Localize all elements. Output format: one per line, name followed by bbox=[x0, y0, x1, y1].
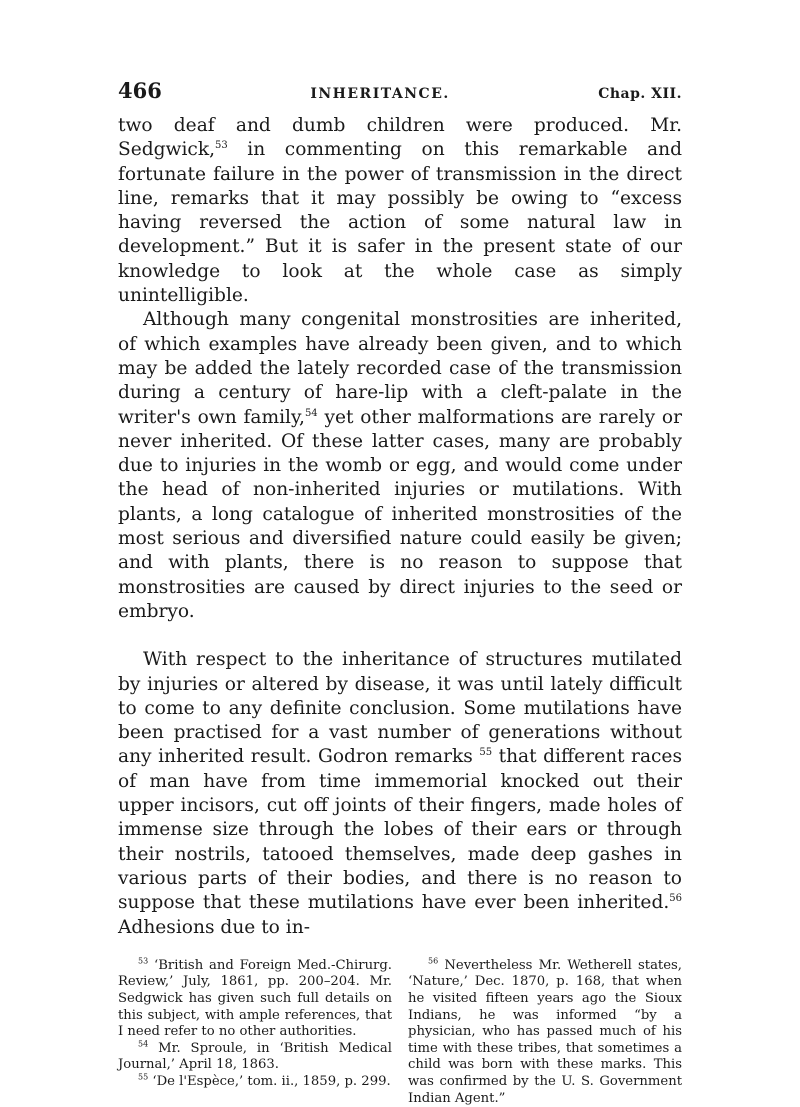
footnote-mark: 54 bbox=[138, 1039, 149, 1049]
paragraph: two deaf and dumb children were produced. Mr. Sedgwick,$^{53}$ in commenting on this remarkable and fortunate failure in the power of transmission in the direct line, remarks that it may possibly be owing to “excess having reversed the action of some natural law in development.” But it is safer in the present state of our knowledge to look at the whole case as simply unintelligible. bbox=[118, 115, 682, 307]
footnote-ref: 55 bbox=[479, 747, 493, 759]
page-number: 466 bbox=[118, 78, 162, 103]
footnote-54: $^{54}$ Mr. Sproule, in ‘British Medical Journal,’ April 18, 1863. bbox=[118, 1039, 392, 1073]
footnotes-left-column bbox=[118, 958, 392, 1107]
paragraph: Although many congenital monstrosities are inherited, of which examples have already been given, and to which may be added the lately recorded case of the transmission during a century of hare-lip with a cleft-palate in the writer's own family,$^{54}$ yet other malformations are rarely or never inherited. Of these latter cases, many are probably due to injuries in the womb or egg, and would come under the head of non-inherited injuries or mutilations. With plants, a long catalogue of inherited monstrosities of the most serious and diversified nature could easily be given; and with plants, there is no reason to suppose that monstrosities are caused by direct injuries to the seed or embryo. bbox=[118, 309, 682, 622]
body-text bbox=[118, 114, 682, 940]
footnote-ref: 54 bbox=[304, 407, 318, 419]
footnote-mark: 55 bbox=[138, 1072, 149, 1082]
footnote-mark: 56 bbox=[428, 956, 439, 966]
footnote-56: $^{56}$ Nevertheless Mr. Wetherell states, ‘Nature,’ Dec. 1870, p. 168, that when he visited fifteen years ago the Sioux Indians, he was informed “by a physician, who has passed much of his time with these tribes, that sometimes a child was born with these marks. This was confirmed by the U. S. Government Indian Agent.” bbox=[408, 956, 682, 1106]
footnote-mark: 53 bbox=[138, 956, 149, 966]
footnote-55: $^{55}$ ‘De l'Espèce,’ tom. ii., 1859, p. 299. bbox=[138, 1072, 391, 1089]
running-title: INHERITANCE. bbox=[310, 86, 450, 102]
footnote-53: $^{53}$ ‘British and Foreign Med.-Chirurg. Review,’ July, 1861, pp. 200–204. Mr. Sedgwick has given such full details on this subject, with ample references, that I need refer to no other authorities. bbox=[118, 956, 392, 1040]
paragraph: With respect to the inheritance of structures mutilated by injuries or altered by disease, it was until lately difficult to come to any definite conclusion. Some mutilations have been practised for a vast number of generations without any inherited result. Godron remarks $^{55}$ that different races of man have from time immemorial knocked out their upper incisors, cut off joints of their fingers, made holes of immense size through the lobes of their ears or through their nostrils, tatooed themselves, made deep gashes in various parts of their bodies, and there is no reason to suppose that these mutilations have ever been inherited.$^{56}$ Adhesions due to in- bbox=[118, 649, 682, 938]
footnote-ref: 56 bbox=[669, 893, 682, 905]
page-header bbox=[118, 78, 682, 108]
chapter-label: Chap. XII. bbox=[598, 86, 682, 102]
footnotes-right-column bbox=[408, 958, 682, 1107]
footnote-ref: 53 bbox=[215, 140, 228, 152]
footnotes bbox=[118, 958, 682, 1107]
